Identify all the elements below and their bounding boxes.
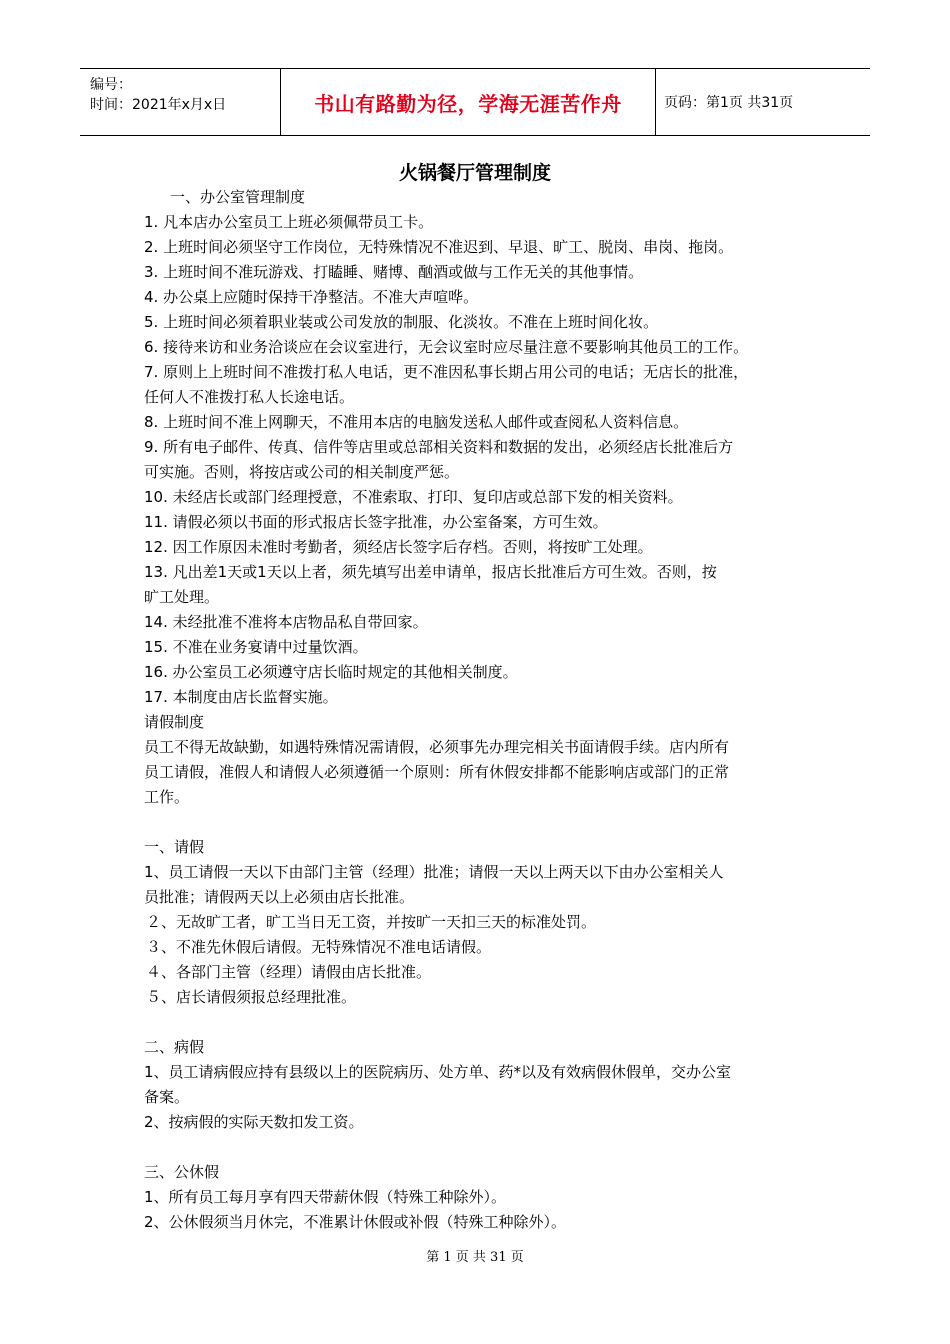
rule-line: 10. 未经店长或部门经理授意，不准索取、打印、复印店或总部下发的相关资料。 xyxy=(144,488,683,506)
header-table xyxy=(80,68,870,136)
rule-line: 7. 原则上上班时间不准拨打私人电话，更不准因私事长期占用公司的电话；无店长的批准， xyxy=(144,363,749,381)
page-code-cell xyxy=(656,69,870,135)
document-body xyxy=(144,185,824,1235)
rule-line: 9. 所有电子邮件、传真、信件等店里或总部相关资料和数据的发出，必须经店长批准后方 xyxy=(144,438,734,456)
rule-line: 12. 因工作原因未准时考勤者，须经店长签字后存档。否则，将按旷工处理。 xyxy=(144,538,653,556)
blank-line xyxy=(144,1135,824,1160)
section-heading: 一、请假 xyxy=(144,838,205,856)
paragraph-line: 工作。 xyxy=(144,788,190,806)
section-heading: 一、办公室管理制度 xyxy=(170,188,306,206)
paragraph-line: 员工不得无故缺勤，如遇特殊情况需请假，必须事先办理完相关书面请假手续。店内所有 xyxy=(144,738,730,756)
rule-line: 备案。 xyxy=(144,1088,190,1106)
rule-line: 2、公休假须当月休完，不准累计休假或补假（特殊工种除外）。 xyxy=(144,1213,567,1231)
rule-line: ５、店长请假须报总经理批准。 xyxy=(146,988,357,1006)
rule-line: 14. 未经批准不准将本店物品私自带回家。 xyxy=(144,613,428,631)
rule-line: 13. 凡出差1天或1天以上者，须先填写出差申请单，报店长批准后方可生效。否则，按 xyxy=(144,563,717,581)
paragraph-line: 员工请假，准假人和请假人必须遵循一个原则：所有休假安排都不能影响店或部门的正常 xyxy=(144,763,730,781)
rule-line: 8. 上班时间不准上网聊天，不准用本店的电脑发送私人邮件或查阅私人资料信息。 xyxy=(144,413,689,431)
rule-line: ４、各部门主管（经理）请假由店长批准。 xyxy=(146,963,432,981)
section-heading: 二、病假 xyxy=(144,1038,205,1056)
rule-line: 1. 凡本店办公室员工上班必须佩带员工卡。 xyxy=(144,213,434,231)
rule-line: 11. 请假必须以书面的形式报店长签字批准，办公室备案，方可生效。 xyxy=(144,513,608,531)
rule-line: 5. 上班时间必须着职业装或公司发放的制服、化淡妆。不准在上班时间化妆。 xyxy=(144,313,659,331)
blank-line xyxy=(144,810,824,835)
motto-text: 书山有路勤为径，学海无涯苦作舟 xyxy=(314,91,622,116)
rule-line: 4. 办公桌上应随时保持干净整洁。不准大声喧哗。 xyxy=(144,288,479,306)
rule-line: 旷工处理。 xyxy=(144,588,220,606)
rule-line: 6. 接待来访和业务洽谈应在会议室进行，无会议室时应尽量注意不要影响其他员工的工作。 xyxy=(144,338,749,356)
rule-line: 可实施。否则，将按店或公司的相关制度严惩。 xyxy=(144,463,460,481)
rule-line: 1、员工请假一天以下由部门主管（经理）批准；请假一天以上两天以下由办公室相关人 xyxy=(144,863,724,881)
rule-line: 员批准；请假两天以上必须由店长批准。 xyxy=(144,888,415,906)
rule-line: 1、所有员工每月享有四天带薪休假（特殊工种除外）。 xyxy=(144,1188,507,1206)
rule-line: 2、按病假的实际天数扣发工资。 xyxy=(144,1113,364,1131)
doc-time-label: 时间：2021年x月x日 xyxy=(90,97,227,113)
page-footer: 第 1 页 共 31 页 xyxy=(426,1250,524,1265)
rule-line: 2. 上班时间必须坚守工作岗位，无特殊情况不准迟到、早退、旷工、脱岗、串岗、拖岗。 xyxy=(144,238,734,256)
rule-line: 1、员工请病假应持有县级以上的医院病历、处方单、药*以及有效病假休假单，交办公室 xyxy=(144,1063,732,1081)
rule-line: 3. 上班时间不准玩游戏、打瞌睡、赌博、酗酒或做与工作无关的其他事情。 xyxy=(144,263,644,281)
section-heading: 三、公休假 xyxy=(144,1163,220,1181)
rule-line: 17. 本制度由店长监督实施。 xyxy=(144,688,338,706)
rule-line: 16. 办公室员工必须遵守店长临时规定的其他相关制度。 xyxy=(144,663,518,681)
page-code-text: 页码：第1页 共31页 xyxy=(664,95,794,111)
rule-line: 任何人不准拨打私人长途电话。 xyxy=(144,388,355,406)
document-title: 火锅餐厅管理制度 xyxy=(398,162,551,184)
motto-cell xyxy=(281,69,656,135)
doc-number-label: 编号： xyxy=(90,77,132,93)
rule-line: 15. 不准在业务宴请中过量饮酒。 xyxy=(144,638,368,656)
rule-line: ２、无故旷工者，旷工当日无工资，并按旷一天扣三天的标准处罚。 xyxy=(146,913,597,931)
header-meta-cell xyxy=(80,69,281,135)
blank-line xyxy=(144,1010,824,1035)
section-heading: 请假制度 xyxy=(144,713,205,731)
rule-line: ３、不准先休假后请假。无特殊情况不准电话请假。 xyxy=(146,938,492,956)
